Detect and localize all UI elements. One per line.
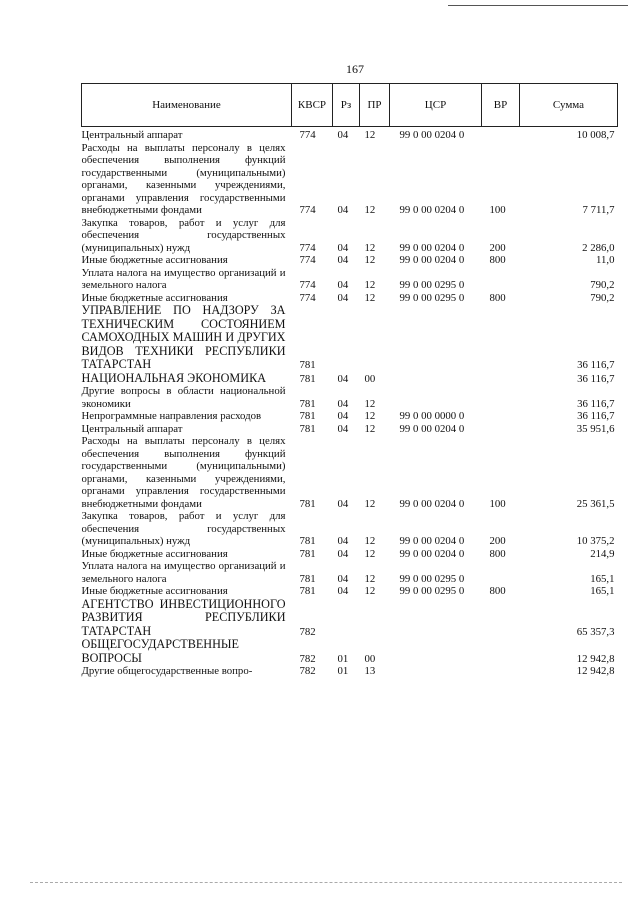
cell-kvsr: 774	[299, 241, 316, 254]
cell-pr: 00	[364, 652, 376, 665]
cell-pr: 12	[364, 585, 376, 597]
header-kvsr: КВСР	[292, 84, 333, 127]
cell-pr: 12	[364, 291, 376, 304]
table-row	[82, 410, 618, 423]
cell-name: Непрограммные направления расходов	[81, 410, 262, 422]
header-rz: Рз	[333, 84, 360, 127]
cell-rz: 01	[337, 652, 349, 665]
cell-vr	[482, 665, 520, 678]
table-row	[82, 385, 618, 410]
table-row	[82, 142, 618, 217]
cell-vr	[482, 267, 520, 292]
cell-csr: 99 0 00 0295 0	[399, 291, 465, 304]
cell-csr: 99 0 00 0204 0	[399, 254, 465, 266]
cell-rz: 04	[337, 291, 349, 304]
cell-name: Иные бюджетные ассигнования	[81, 291, 228, 304]
table-row	[82, 585, 618, 598]
cell-sum: 65 357,3	[576, 625, 615, 638]
cell-pr: 12	[364, 241, 376, 254]
cell-csr	[390, 598, 482, 639]
cell-rz: 04	[337, 129, 349, 141]
cell-kvsr: 774	[299, 129, 316, 141]
cell-csr: 99 0 00 0204 0	[399, 129, 465, 141]
cell-pr: 12	[364, 129, 376, 141]
cell-kvsr: 782	[299, 625, 316, 638]
cell-vr	[482, 372, 520, 386]
cell-sum: 36 116,7	[577, 359, 615, 371]
cell-name: Закупка товаров, работ и услуг для обеспечения государственных (муниципальных) нужд	[81, 216, 286, 254]
cell-rz: 04	[337, 410, 349, 422]
cell-pr	[360, 598, 390, 639]
cell-csr	[390, 385, 482, 410]
cell-vr	[482, 410, 520, 423]
cell-vr: 800	[489, 585, 506, 597]
cell-rz: 04	[337, 254, 349, 266]
cell-rz: 04	[337, 535, 349, 547]
header-pr: ПР	[360, 84, 390, 127]
cell-name: Иные бюджетные ассигнования	[81, 585, 228, 597]
cell-rz: 01	[337, 665, 349, 677]
cell-kvsr: 782	[299, 665, 316, 677]
cell-pr: 12	[364, 397, 376, 410]
cell-kvsr: 781	[299, 372, 316, 385]
cell-pr: 12	[364, 410, 376, 422]
cell-csr: 99 0 00 0204 0	[399, 535, 465, 547]
cell-csr	[390, 638, 482, 665]
header-name: Наименование	[82, 84, 292, 127]
top-rule	[448, 5, 628, 6]
cell-pr	[360, 304, 390, 372]
cell-sum: 165,1	[590, 572, 615, 585]
cell-kvsr: 781	[299, 422, 316, 435]
header-vr: ВР	[482, 84, 520, 127]
bottom-rule	[30, 882, 622, 883]
table-row	[82, 665, 618, 678]
cell-csr: 99 0 00 0204 0	[399, 241, 465, 254]
cell-rz: 04	[337, 279, 349, 291]
cell-name: АГЕНТСТВО ИНВЕСТИЦИОННОГО РАЗВИТИЯ РЕСПУБЛИКИ ТАТАРСТАН	[81, 596, 286, 638]
cell-sum: 35 951,6	[576, 422, 615, 435]
cell-name: Расходы на выплаты персоналу в целях обеспечения выполнения функций государственными (муниципальными) органами, казенными учреждениями, органами управления государственными внебюджетными фондами	[81, 141, 286, 216]
cell-vr: 800	[489, 547, 506, 560]
cell-name: Закупка товаров, работ и услуг для обеспечения государственных (муниципальных) нужд	[81, 510, 286, 547]
table-row-heading	[82, 304, 618, 372]
cell-name: НАЦИОНАЛЬНАЯ ЭКОНОМИКА	[81, 370, 266, 385]
cell-name: Расходы на выплаты персоналу в целях обеспечения выполнения функций государственными (муниципальными) органами, казенными учреждениями, органами управления государственными внебюджетными фондами	[81, 435, 286, 510]
cell-sum: 36 116,7	[577, 397, 615, 410]
cell-csr: 99 0 00 0204 0	[399, 204, 465, 216]
cell-rz: 04	[337, 572, 349, 585]
cell-kvsr: 774	[299, 254, 316, 266]
cell-vr: 800	[489, 254, 506, 266]
table-row	[82, 267, 618, 292]
cell-name: Центральный аппарат	[81, 422, 183, 435]
header-csr: ЦСР	[390, 84, 482, 127]
cell-sum: 10 008,7	[576, 129, 615, 141]
cell-vr	[482, 598, 520, 639]
cell-name: УПРАВЛЕНИЕ ПО НАДЗОРУ ЗА ТЕХНИЧЕСКИМ СОСТОЯНИЕМ САМОХОДНЫХ МАШИН И ДРУГИХ ВИДОВ ТЕХНИКИ РЕСПУБЛИКИ ТАТАРСТАН	[81, 303, 286, 371]
cell-vr	[482, 304, 520, 372]
cell-rz	[333, 598, 360, 639]
cell-sum: 36 116,7	[577, 410, 615, 422]
table-header	[82, 84, 618, 127]
cell-name: Иные бюджетные ассигнования	[81, 547, 228, 560]
cell-sum: 11,0	[596, 254, 615, 266]
cell-pr: 13	[364, 665, 376, 677]
page-number: 167	[346, 62, 364, 76]
cell-rz: 04	[337, 397, 349, 410]
table-row-heading	[82, 598, 618, 639]
cell-rz: 04	[337, 547, 349, 560]
budget-table	[81, 83, 618, 678]
cell-rz: 04	[337, 497, 349, 510]
table-body	[82, 127, 618, 678]
cell-name: Другие вопросы в области национальной экономики	[81, 385, 286, 410]
cell-kvsr: 774	[299, 291, 316, 304]
cell-pr: 12	[364, 422, 376, 435]
cell-sum: 25 361,5	[576, 497, 615, 510]
cell-sum: 2 286,0	[582, 241, 615, 254]
cell-vr	[482, 127, 520, 142]
table-row-heading	[82, 372, 618, 386]
cell-vr	[482, 385, 520, 410]
cell-kvsr: 774	[299, 204, 316, 216]
cell-name: Другие общегосударственные вопро-	[81, 665, 253, 677]
cell-pr: 12	[364, 254, 376, 266]
table-row-heading	[82, 638, 618, 665]
cell-csr: 99 0 00 0295 0	[399, 585, 465, 597]
cell-name: ОБЩЕГОСУДАРСТВЕННЫЕ ВОПРОСЫ	[81, 637, 239, 665]
header-sum: Сумма	[520, 84, 618, 127]
table-row	[82, 423, 618, 436]
cell-rz: 04	[337, 241, 349, 254]
cell-rz: 04	[337, 204, 349, 216]
cell-csr: 99 0 00 0295 0	[399, 572, 465, 585]
cell-sum: 12 942,8	[576, 665, 615, 677]
cell-kvsr: 781	[299, 410, 316, 422]
cell-sum: 790,2	[590, 291, 615, 304]
cell-sum: 165,1	[590, 585, 615, 597]
cell-vr: 100	[489, 497, 506, 510]
cell-vr	[482, 423, 520, 436]
cell-csr	[390, 372, 482, 386]
cell-pr: 12	[364, 204, 376, 216]
cell-csr: 99 0 00 0204 0	[399, 547, 465, 560]
cell-sum: 10 375,2	[576, 535, 615, 547]
cell-vr: 800	[489, 291, 506, 304]
cell-kvsr: 781	[299, 585, 316, 597]
cell-sum: 790,2	[590, 279, 615, 291]
cell-sum: 7 711,7	[582, 204, 615, 216]
cell-kvsr: 781	[299, 497, 316, 510]
table-row	[82, 254, 618, 267]
table-row	[82, 435, 618, 510]
table-row	[82, 560, 618, 585]
cell-sum: 36 116,7	[577, 372, 615, 385]
table-row	[82, 510, 618, 548]
cell-rz	[333, 304, 360, 372]
cell-rz: 04	[337, 422, 349, 435]
cell-pr: 12	[364, 279, 376, 291]
cell-kvsr: 781	[299, 547, 316, 560]
cell-rz: 04	[337, 585, 349, 597]
cell-csr: 99 0 00 0000 0	[399, 410, 465, 422]
table-row	[82, 548, 618, 561]
table-row	[82, 217, 618, 255]
cell-pr: 12	[364, 535, 376, 547]
cell-vr	[482, 560, 520, 585]
cell-vr: 200	[489, 535, 506, 547]
cell-csr	[390, 304, 482, 372]
cell-name: Уплата налога на имущество организаций и земельного налога	[81, 560, 286, 585]
cell-kvsr: 781	[299, 359, 316, 371]
cell-sum: 12 942,8	[576, 652, 615, 665]
cell-csr: 99 0 00 0204 0	[399, 422, 465, 435]
cell-vr: 100	[489, 204, 506, 216]
cell-sum: 214,9	[590, 547, 615, 560]
cell-pr: 00	[364, 372, 376, 385]
cell-pr: 12	[364, 547, 376, 560]
cell-name: Центральный аппарат	[81, 129, 183, 141]
cell-name: Уплата налога на имущество организаций и земельного налога	[81, 266, 286, 291]
cell-pr: 12	[364, 497, 376, 510]
cell-rz: 04	[337, 372, 349, 385]
cell-csr: 99 0 00 0295 0	[399, 279, 465, 291]
cell-csr: 99 0 00 0204 0	[399, 497, 465, 510]
cell-vr	[482, 638, 520, 665]
cell-name: Иные бюджетные ассигнования	[81, 254, 228, 266]
cell-kvsr: 781	[299, 572, 316, 585]
table-row	[82, 127, 618, 142]
cell-kvsr: 781	[299, 535, 316, 547]
cell-kvsr: 774	[299, 279, 316, 291]
cell-kvsr: 782	[299, 652, 316, 665]
cell-pr: 12	[364, 572, 376, 585]
cell-vr: 200	[489, 241, 506, 254]
cell-kvsr: 781	[299, 397, 316, 410]
cell-csr	[390, 665, 482, 678]
